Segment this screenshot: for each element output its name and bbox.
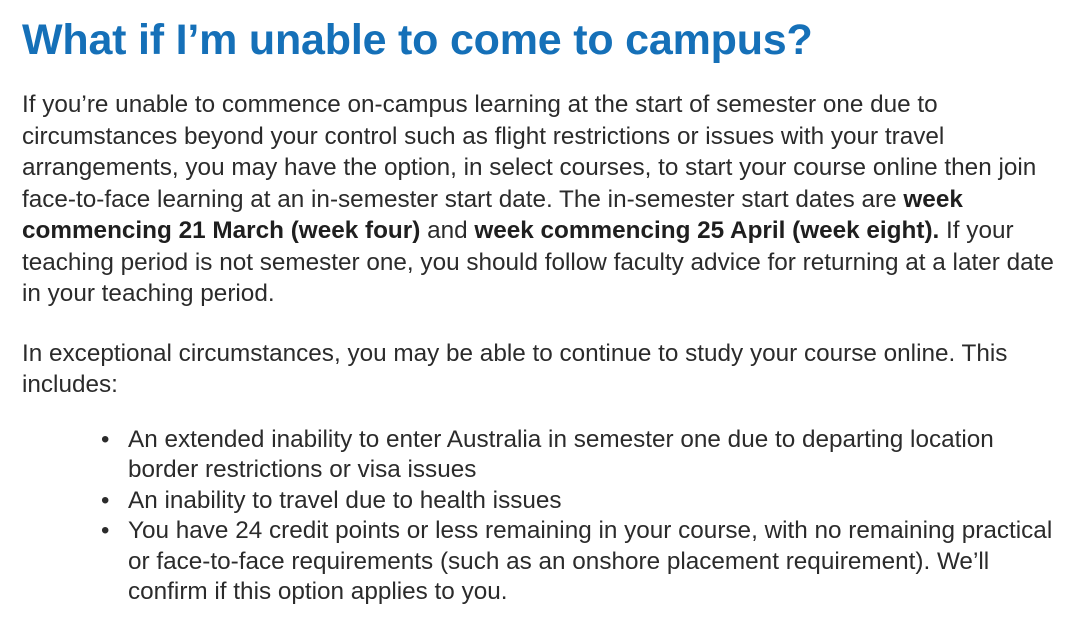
exceptional-circumstances-list <box>22 425 1067 608</box>
intro-text-part3: If your teaching period is not semester one, you should follow faculty advice for returning at a later date in your teaching period. <box>22 217 1054 307</box>
bullet-icon: • <box>101 517 110 544</box>
bullet-icon: • <box>101 425 110 453</box>
list-item-text: An inability to travel due to health issues <box>128 486 562 514</box>
start-date-week-eight: week commencing 25 April (week eight). <box>474 217 940 244</box>
list-item <box>101 425 1067 486</box>
intro-paragraph <box>22 89 1067 310</box>
list-item-text: You have 24 credit points or less remaining in your course, with no remaining practical or face-to-face requirements (such as an onshore placement requirement). We’ll confirm if this option applies to you. <box>128 517 1053 605</box>
list-item <box>101 516 1067 608</box>
exceptional-circumstances-paragraph: In exceptional circumstances, you may be able to continue to study your course online. This includes: <box>22 339 1008 398</box>
list-item-text: An extended inability to enter Australia in semester one due to departing location border restrictions or visa issues <box>128 425 994 483</box>
start-date-week-four: week commencing 21 March (week four) <box>22 185 963 244</box>
list-item <box>101 486 1067 517</box>
page-title: What if I’m unable to come to campus? <box>22 16 813 64</box>
intro-text-part1: If you’re unable to commence on-campus learning at the start of semester one due to circumstances beyond your control such as flight restrictions or issues with your travel arrangements, you may have the option, in select courses, to start your course online then join face-to-face learning at an in-semester start date. The in-semester start dates are <box>22 91 1037 213</box>
bullet-icon: • <box>101 486 110 514</box>
intro-text-part2: and <box>420 217 475 244</box>
page-content <box>22 14 1067 608</box>
